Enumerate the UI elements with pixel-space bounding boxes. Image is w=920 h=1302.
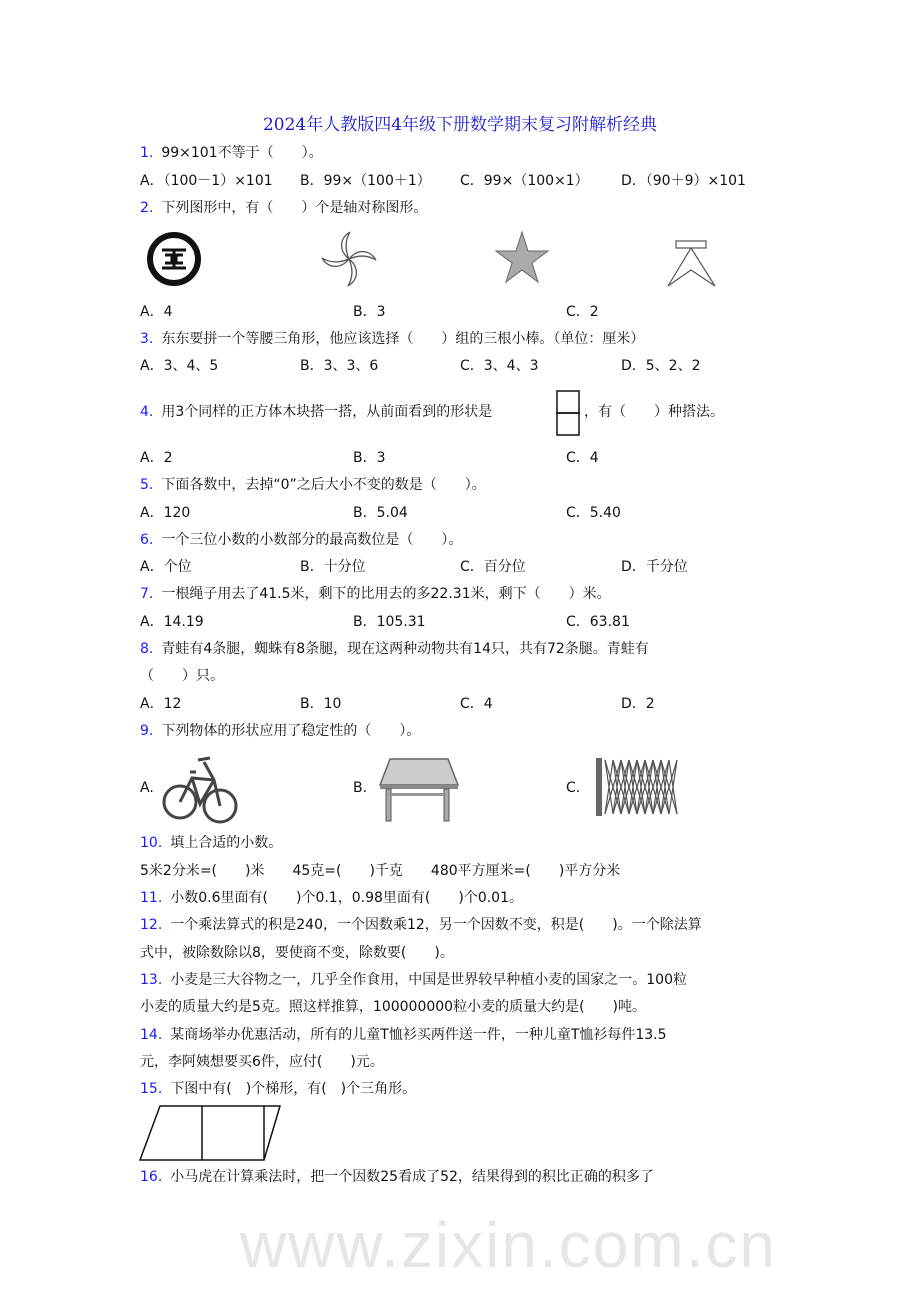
arrow-shape-figure xyxy=(665,238,723,290)
q5-option-b[interactable]: B．5.04 xyxy=(353,505,408,521)
q2-option-b[interactable]: B．3 xyxy=(353,304,386,320)
q4-option-b[interactable]: B．3 xyxy=(353,450,386,466)
q1-option-a[interactable]: A．（100－1）×101 xyxy=(140,173,273,189)
q7-option-a[interactable]: A．14.19 xyxy=(140,614,204,630)
question-number: 8. xyxy=(140,641,154,657)
question-2 xyxy=(140,198,427,218)
q2-option-c[interactable]: C．2 xyxy=(566,304,599,320)
q7-option-b[interactable]: B．105.31 xyxy=(353,614,426,630)
question-text: 用3个同样的正方体木块搭一搭，从前面看到的形状是 xyxy=(161,404,493,420)
q1-option-c[interactable]: C．99×（100×1） xyxy=(460,173,589,189)
q3-option-c[interactable]: C．3、4、3 xyxy=(460,358,539,374)
question-text: 小麦是三大谷物之一，几乎全作食用，中国是世界较早种植小麦的国家之一。100粒 xyxy=(170,972,687,988)
page-title: 2024年人教版四4年级下册数学期末复习附解析经典 xyxy=(262,115,658,135)
question-number: 10. xyxy=(140,835,163,851)
question-14 xyxy=(140,1025,667,1045)
question-10-blanks: 5米2分米=( )米 45克=( )千克 480平方厘米=( )平方分米 xyxy=(140,863,621,879)
question-8 xyxy=(140,639,649,659)
question-9 xyxy=(140,721,420,741)
question-14-cont: 元，李阿姨想要买6件，应付( )元。 xyxy=(140,1054,384,1070)
retractable-gate-figure xyxy=(595,756,685,818)
pinwheel-figure xyxy=(318,228,380,290)
q8-option-b[interactable]: B．10 xyxy=(300,696,342,712)
question-12-cont: 式中，被除数除以8，要使商不变，除数要( )。 xyxy=(140,945,454,961)
star-figure xyxy=(494,230,550,286)
trapezoid-figure xyxy=(138,1104,284,1162)
q9-option-c[interactable]: C. xyxy=(566,780,581,796)
question-text: 99×101不等于（ ）。 xyxy=(161,145,323,161)
q2-option-a[interactable]: A．4 xyxy=(140,304,173,320)
q9-option-a[interactable]: A. xyxy=(140,780,154,796)
question-6 xyxy=(140,530,462,550)
question-number: 14. xyxy=(140,1027,163,1043)
question-4 xyxy=(140,402,492,422)
table-figure xyxy=(378,757,460,823)
q1-option-d[interactable]: D．（90＋9）×101 xyxy=(621,173,746,189)
question-text: 下列物体的形状应用了稳定性的（ ）。 xyxy=(161,723,421,739)
question-12 xyxy=(140,915,702,935)
question-13-cont: 小麦的质量大约是5克。照这样推算，100000000粒小麦的质量大约是( )吨。 xyxy=(140,999,646,1015)
question-number: 9. xyxy=(140,723,154,739)
question-text: 某商场举办优惠活动，所有的儿童T恤衫买两件送一件，一种儿童T恤衫每件13.5 xyxy=(170,1027,667,1043)
question-number: 15. xyxy=(140,1081,163,1097)
question-number: 11. xyxy=(140,890,163,906)
question-text: 下面各数中，去掉“0”之后大小不变的数是（ ）。 xyxy=(161,477,486,493)
question-number: 7. xyxy=(140,586,154,602)
question-11 xyxy=(140,888,523,908)
watermark: www.zixin.com.cn xyxy=(240,1209,777,1281)
q8-option-a[interactable]: A．12 xyxy=(140,696,182,712)
question-text: 一个三位小数的小数部分的最高数位是（ ）。 xyxy=(161,532,463,548)
question-number: 1. xyxy=(140,145,154,161)
question-7 xyxy=(140,584,611,604)
q7-option-c[interactable]: C．63.81 xyxy=(566,614,630,630)
stacked-squares-figure xyxy=(556,390,581,437)
question-number: 6. xyxy=(140,532,154,548)
question-number: 5. xyxy=(140,477,154,493)
q4-option-c[interactable]: C．4 xyxy=(566,450,599,466)
question-text: 下图中有( )个梯形，有( )个三角形。 xyxy=(170,1081,417,1097)
question-number: 16. xyxy=(140,1169,163,1185)
q5-option-c[interactable]: C．5.40 xyxy=(566,505,621,521)
q5-option-a[interactable]: A．120 xyxy=(140,505,191,521)
question-number: 2. xyxy=(140,200,154,216)
q6-option-c[interactable]: C．百分位 xyxy=(460,559,526,575)
question-8-cont: （ ）只。 xyxy=(140,668,224,684)
q9-option-b[interactable]: B. xyxy=(353,780,368,796)
q3-option-b[interactable]: B．3、3、6 xyxy=(300,358,379,374)
q3-option-d[interactable]: D．5、2、2 xyxy=(621,358,701,374)
q4-option-a[interactable]: A．2 xyxy=(140,450,173,466)
question-text: 一根绳子用去了41.5米，剩下的比用去的多22.31米，剩下（ ）米。 xyxy=(161,586,611,602)
question-3 xyxy=(140,329,644,349)
question-text: 一个乘法算式的积是240，一个因数乘12，另一个因数不变，积是( )。一个除法算 xyxy=(170,917,702,933)
question-10 xyxy=(140,833,282,853)
q6-option-a[interactable]: A．个位 xyxy=(140,559,192,575)
question-15 xyxy=(140,1079,416,1099)
q8-option-c[interactable]: C．4 xyxy=(460,696,493,712)
question-text: 青蛙有4条腿，蜘蛛有8条腿，现在这两种动物共有14只，共有72条腿。青蛙有 xyxy=(161,641,649,657)
question-text: 东东要拼一个等腰三角形，他应该选择（ ）组的三根小棒。（单位：厘米） xyxy=(161,331,645,347)
q6-option-b[interactable]: B．十分位 xyxy=(300,559,366,575)
q3-option-a[interactable]: A．3、4、5 xyxy=(140,358,219,374)
q6-option-d[interactable]: D．千分位 xyxy=(621,559,688,575)
question-13 xyxy=(140,970,687,990)
bicycle-figure xyxy=(160,750,240,826)
question-1 xyxy=(140,143,323,163)
question-16 xyxy=(140,1167,654,1187)
question-text: 填上合适的小数。 xyxy=(170,835,283,851)
question-5 xyxy=(140,475,486,495)
question-number: 4. xyxy=(140,404,154,420)
question-text: 小数0.6里面有( )个0.1，0.98里面有( )个0.01。 xyxy=(170,890,523,906)
question-text: 下列图形中，有（ ）个是轴对称图形。 xyxy=(161,200,428,216)
question-number: 12. xyxy=(140,917,163,933)
question-4-cont: ，有（ ）种搭法。 xyxy=(584,404,724,420)
q8-option-d[interactable]: D．2 xyxy=(621,696,655,712)
q1-option-b[interactable]: B．99×（100＋1） xyxy=(300,173,431,189)
bank-logo-figure xyxy=(145,230,205,290)
question-number: 3. xyxy=(140,331,154,347)
question-number: 13. xyxy=(140,972,163,988)
question-text: 小马虎在计算乘法时，把一个因数25看成了52，结果得到的积比正确的积多了 xyxy=(170,1169,654,1185)
